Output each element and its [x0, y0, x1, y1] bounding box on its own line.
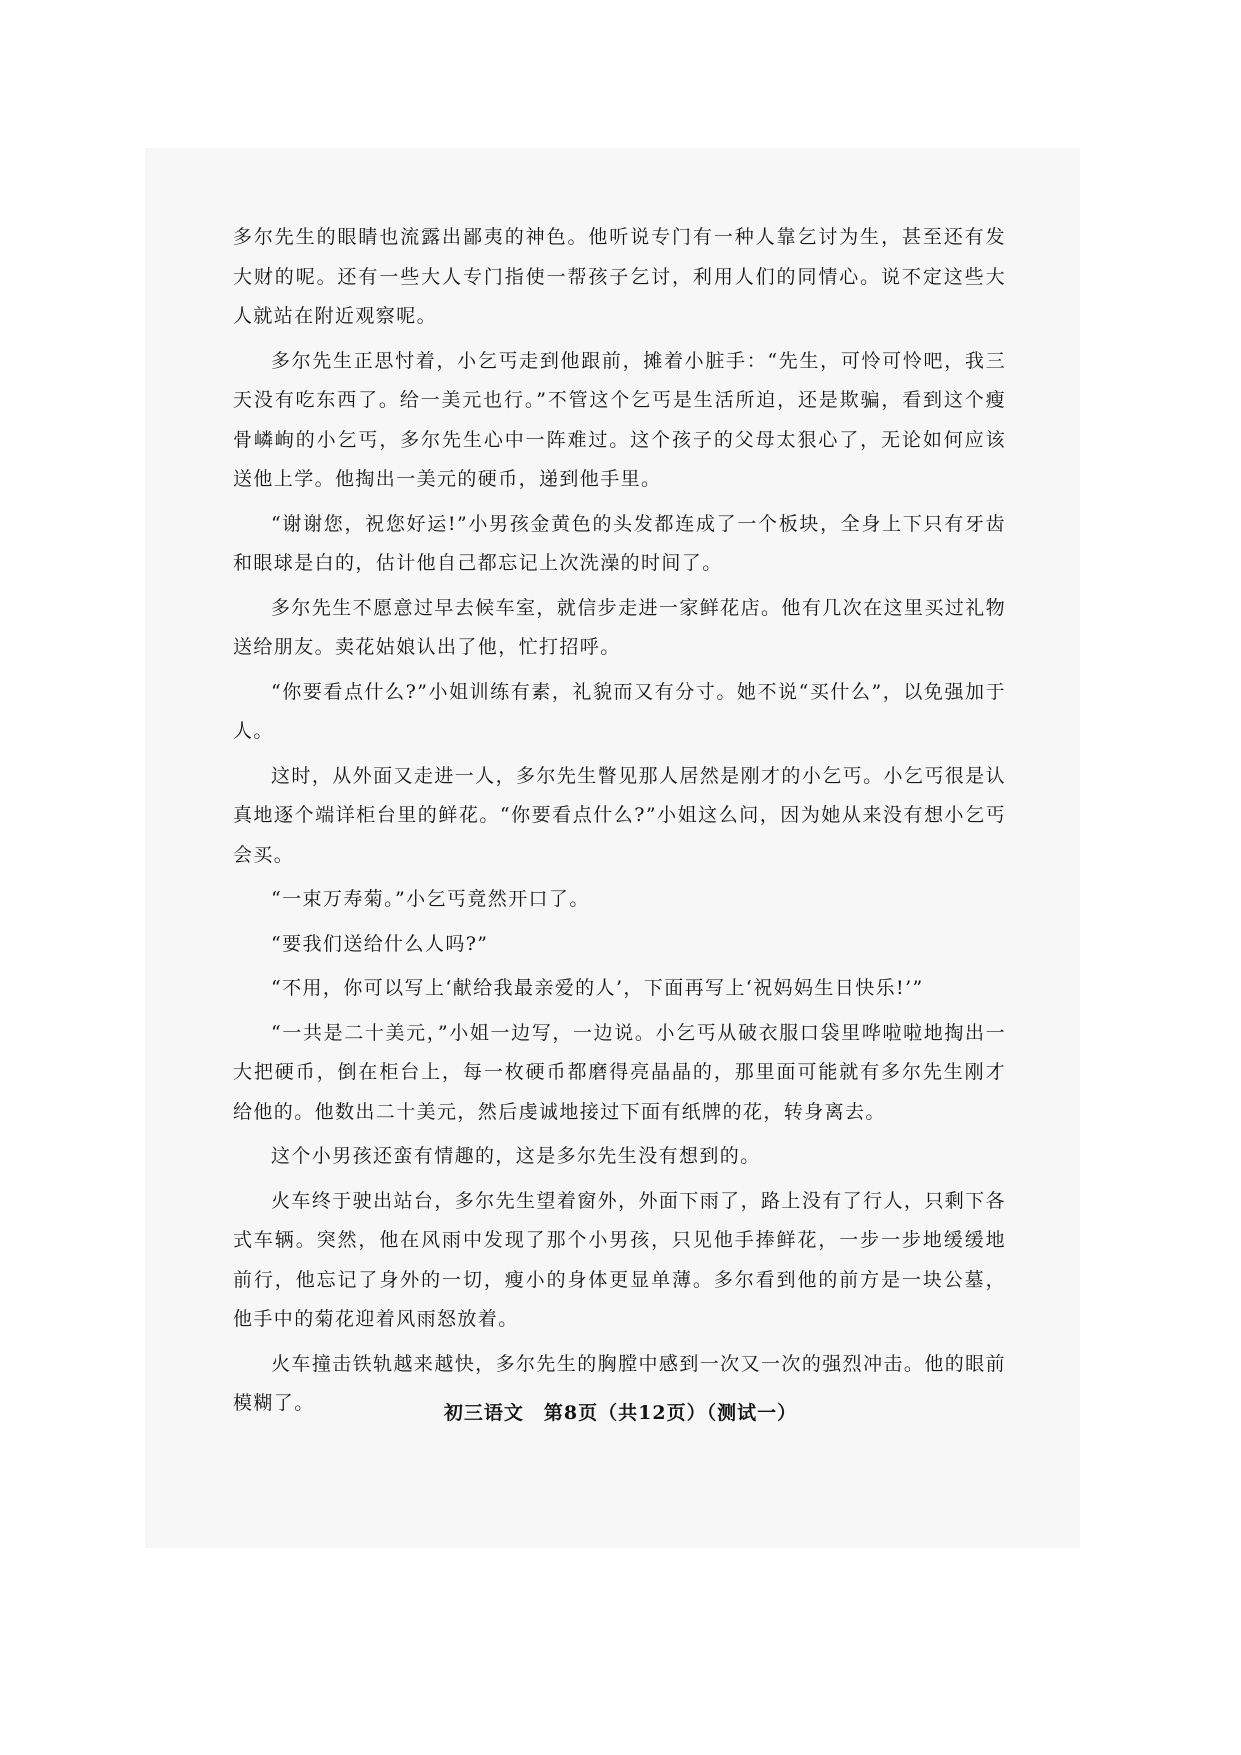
- paragraph: 这时，从外面又走进一人，多尔先生瞥见那人居然是刚才的小乞丐。小乞丐很是认真地逐个端详柜台里的鲜花。“你要看点什么?”小姐这么问，因为她从来没有想小乞丐会买。: [233, 764, 1006, 866]
- paragraph: 多尔先生的眼睛也流露出鄙夷的神色。他听说专门有一种人靠乞讨为生，甚至还有发大财的呢。还有一些大人专门指使一帮孩子乞讨，利用人们的同情心。说不定这些大人就站在附近观察呢。: [233, 226, 1006, 327]
- paragraph: 火车终于驶出站台，多尔先生望着窗外，外面下雨了，路上没有了行人，只剩下各式车辆。突然，他在风雨中发现了那个小男孩，只见他手捧鲜花，一步一步地缓缓地前行，他忘记了身外的一切，瘦小的身体更显单薄。多尔看到他的前方是一块公墓，他手中的菊花迎着风雨怒放着。: [233, 1189, 1006, 1330]
- paragraph: 多尔先生正思忖着，小乞丐走到他跟前，摊着小脏手：“先生，可怜可怜吧，我三天没有吃东西了。给一美元也行。”不管这个乞丐是生活所迫，还是欺骗，看到这个瘦骨嶙峋的小乞丐，多尔先生心中一阵难过。这个孩子的父母太狠心了，无论如何应该送他上学。他掏出一美元的硬币，递到他手里。: [233, 349, 1006, 490]
- paragraph: “一束万寿菊。”小乞丐竟然开口了。: [271, 888, 590, 910]
- paragraph: “要我们送给什么人吗?”: [271, 932, 489, 955]
- article-body: [233, 218, 1006, 1429]
- paragraph: 这个小男孩还蛮有情趣的，这是多尔先生没有想到的。: [271, 1145, 761, 1167]
- paragraph: “不用，你可以写上‘献给我最亲爱的人’，下面再写上‘祝妈妈生日快乐!’”: [271, 977, 924, 999]
- page-footer: 初三语文 第8页（共12页）（测试一）: [443, 1402, 798, 1424]
- paragraph: “谢谢您，祝您好运!”小男孩金黄色的头发都连成了一个板块，全身上下只有牙齿和眼球是白的，估计他自己都忘记上次洗澡的时间了。: [233, 512, 1006, 574]
- paragraph: “你要看点什么?”小姐训练有素，礼貌而又有分寸。她不说“买什么”，以免强加于人。: [233, 680, 1006, 742]
- paragraph: 火车撞击铁轨越来越快，多尔先生的胸膛中感到一次又一次的强烈冲击。他的眼前模糊了。: [233, 1352, 1006, 1414]
- paragraph: 多尔先生不愿意过早去候车室，就信步走进一家鲜花店。他有几次在这里买过礼物送给朋友。卖花姑娘认出了他，忙打招呼。: [233, 596, 1006, 658]
- paragraph: “一共是二十美元，”小姐一边写，一边说。小乞丐从破衣服口袋里哗啦啦地掏出一大把硬币，倒在柜台上，每一枚硬币都磨得亮晶晶的，那里面可能就有多尔先生刚才给他的。他数出二十美元，然后虔诚地接过下面有纸牌的花，转身离去。: [233, 1021, 1006, 1123]
